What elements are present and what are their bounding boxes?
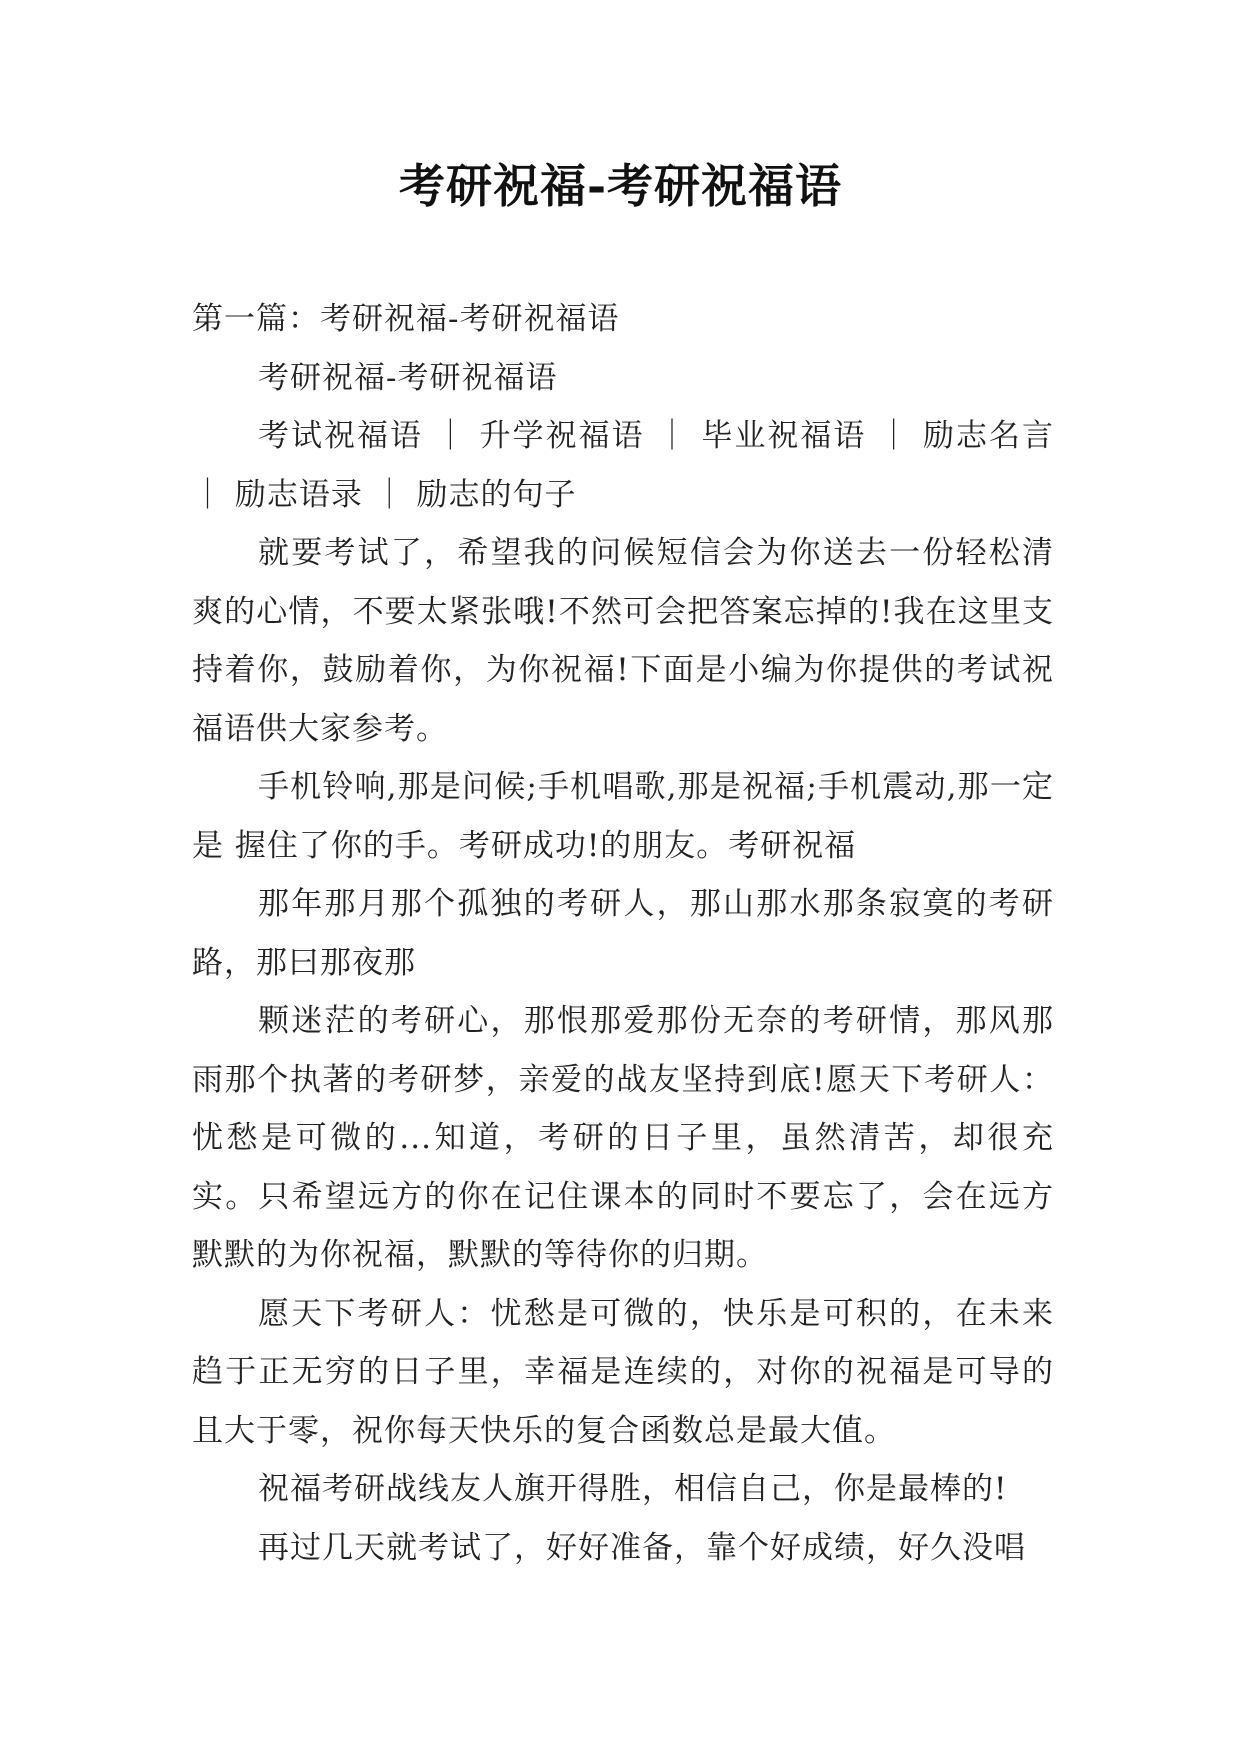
section-heading: 第一篇：考研祝福-考研祝福语 (192, 301, 620, 337)
body-paragraph: 手机铃响,那是问候;手机唱歌,那是祝福;手机震动,那一定是 握住了你的手。考研成功!的朋友。考研祝福 (192, 769, 1054, 864)
body-paragraph: 那年那月那个孤独的考研人，那山那水那条寂寞的考研路，那曰那夜那 (192, 886, 1054, 981)
body-paragraph: 颗迷茫的考研心，那恨那爱那份无奈的考研情，那风那雨那个执著的考研梦，亲爱的战友坚持到底!愿天下考研人：忧愁是可微的...知道，考研的日子里，虽然清苦，却很充实。只希望远方的你在记住课本的同时不要忘了，会在远方默默的为你祝福，默默的等待你的归期。 (192, 1003, 1054, 1273)
body-paragraph: 再过几天就考试了，好好准备，靠个好成绩，好久没唱 (258, 1529, 1026, 1566)
category-links-paragraph: 考试祝福语 ｜ 升学祝福语 ｜ 毕业祝福语 ｜ 励志名言 ｜ 励志语录 ｜ 励志的句子 (192, 418, 1054, 513)
body-paragraph: 祝福考研战线友人旗开得胜，相信自己，你是最棒的! (258, 1471, 1008, 1507)
body-paragraph: 就要考试了，希望我的问候短信会为你送去一份轻松清爽的心情，不要太紧张哦!不然可会把答案忘掉的!我在这里支持着你，鼓励着你，为你祝福!下面是小编为你提供的考试祝福语供大家参考。 (192, 535, 1054, 747)
document-body (192, 290, 1054, 1577)
document-title: 考研祝福-考研祝福语 (398, 159, 843, 213)
body-paragraph: 愿天下考研人：忧愁是可微的，快乐是可积的，在未来趋于正无穷的日子里，幸福是连续的，对你的祝福是可导的且大于零，祝你每天快乐的复合函数总是最大值。 (192, 1295, 1054, 1449)
subtitle-paragraph: 考研祝福-考研祝福语 (258, 359, 558, 396)
